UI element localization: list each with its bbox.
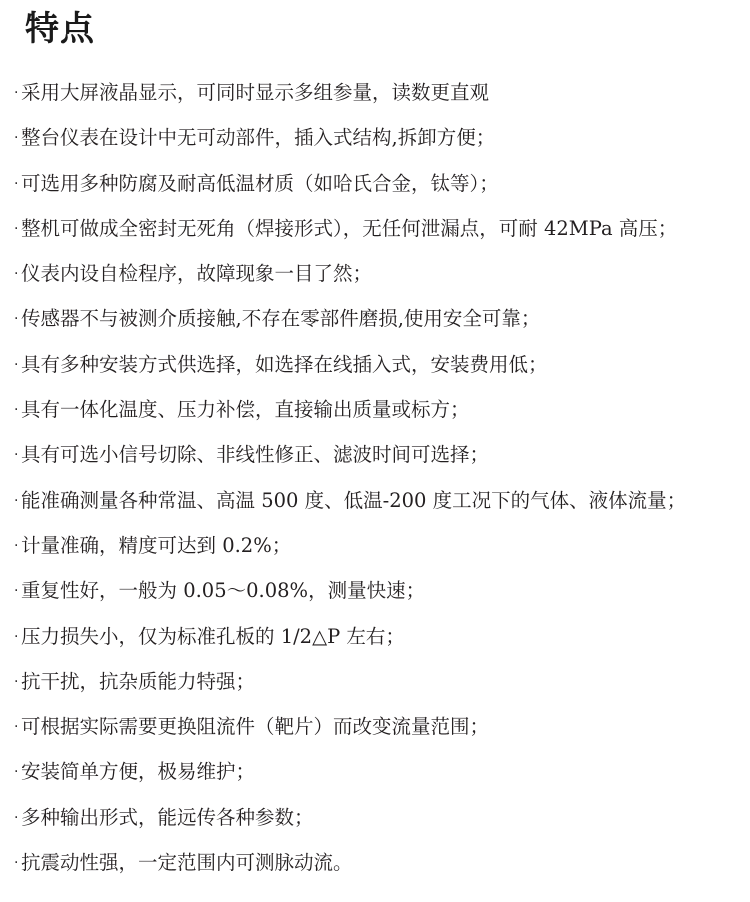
bullet-dot-icon: · <box>14 447 19 464</box>
feature-text: 计量准确，精度可达到 0.2%； <box>21 533 292 557</box>
feature-text: 整台仪表在设计中无可动部件，插入式结构,拆卸方便； <box>21 126 496 150</box>
feature-text: 具有可选小信号切除、非线性修正、滤波时间可选择； <box>21 443 490 467</box>
bullet-dot-icon: · <box>14 356 19 373</box>
bullet-dot-icon: · <box>14 855 19 872</box>
feature-item <box>14 251 746 296</box>
bullet-dot-icon: · <box>14 266 19 283</box>
feature-item <box>14 70 746 115</box>
feature-text: 安装简单方便，极易维护； <box>21 760 256 784</box>
feature-item <box>14 296 746 341</box>
feature-item <box>14 342 746 387</box>
feature-text: 仪表内设自检程序，故障现象一目了然； <box>21 262 373 286</box>
feature-text: 能准确测量各种常温、高温 500 度、低温-200 度工况下的气体、液体流量； <box>21 488 687 512</box>
feature-list <box>14 70 746 885</box>
feature-item <box>14 206 746 251</box>
bullet-dot-icon: · <box>14 628 19 645</box>
bullet-dot-icon: · <box>14 673 19 690</box>
feature-text: 可选用多种防腐及耐高低温材质（如哈氏合金，钛等）； <box>21 171 499 195</box>
feature-text: 具有多种安装方式供选择，如选择在线插入式，安装费用低； <box>21 352 548 376</box>
page-title: 特点 <box>25 9 95 49</box>
feature-item <box>14 478 746 523</box>
bullet-dot-icon: · <box>14 492 19 509</box>
feature-item <box>14 704 746 749</box>
feature-item <box>14 795 746 840</box>
bullet-dot-icon: · <box>14 764 19 781</box>
feature-item <box>14 161 746 206</box>
feature-text: 可根据实际需要更换阻流件（靶片）而改变流量范围； <box>21 715 490 739</box>
bullet-dot-icon: · <box>14 402 19 419</box>
feature-text: 重复性好，一般为 0.05～0.08%，测量快速； <box>21 579 426 603</box>
feature-item <box>14 749 746 794</box>
bullet-dot-icon: · <box>14 130 19 147</box>
feature-text: 抗干扰，抗杂质能力特强； <box>21 669 256 693</box>
bullet-dot-icon: · <box>14 719 19 736</box>
bullet-dot-icon: · <box>14 583 19 600</box>
feature-text: 多种输出形式，能远传各种参数； <box>21 805 314 829</box>
bullet-dot-icon: · <box>14 85 19 101</box>
feature-item <box>14 568 746 613</box>
feature-item <box>14 523 746 568</box>
feature-text: 具有一体化温度、压力补偿，直接输出质量或标方； <box>21 398 470 422</box>
feature-text: 采用大屏液晶显示，可同时显示多组参量，读数更直观 <box>21 81 490 104</box>
feature-item <box>14 840 746 885</box>
bullet-dot-icon: · <box>14 537 19 554</box>
bullet-dot-icon: · <box>14 311 19 328</box>
bullet-dot-icon: · <box>14 220 19 237</box>
feature-item <box>14 387 746 432</box>
feature-text: 整机可做成全密封无死角（焊接形式），无任何泄漏点，可耐 42MPa 高压； <box>21 216 678 240</box>
feature-item <box>14 432 746 477</box>
feature-item <box>14 659 746 704</box>
feature-text: 传感器不与被测介质接触,不存在零部件磨损,使用安全可靠； <box>21 307 541 331</box>
feature-item <box>14 115 746 160</box>
feature-item <box>14 614 746 659</box>
feature-text: 压力损失小，仅为标准孔板的 1/2△P 左右； <box>21 624 405 648</box>
feature-text: 抗震动性强，一定范围内可测脉动流。 <box>21 851 353 875</box>
bullet-dot-icon: · <box>14 175 19 192</box>
bullet-dot-icon: · <box>14 809 19 826</box>
